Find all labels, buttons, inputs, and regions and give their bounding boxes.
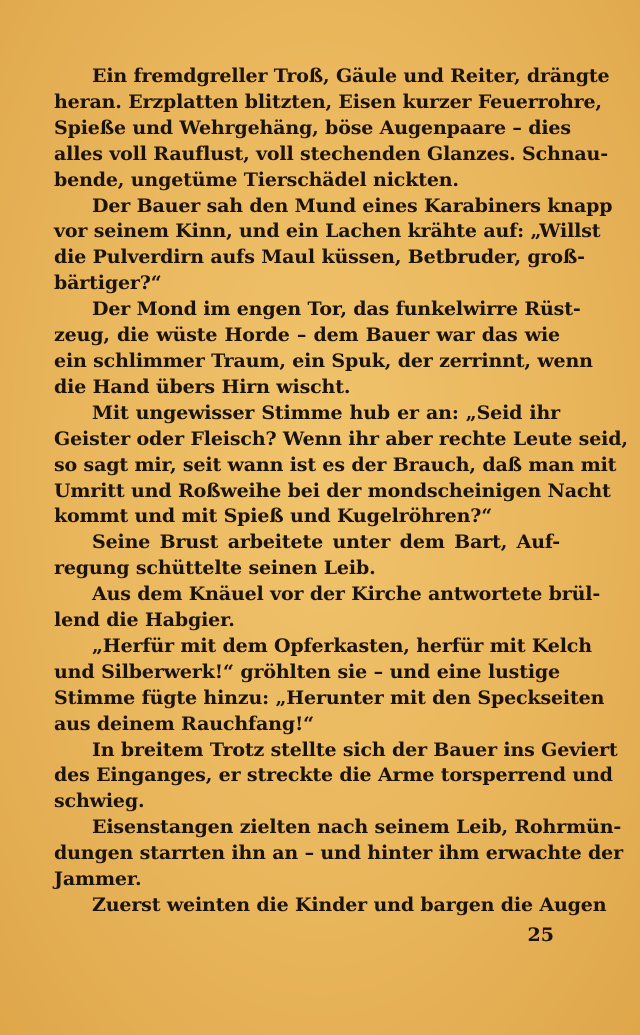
paragraph — [54, 634, 605, 738]
text-line: alles voll Rauflust, voll stechenden Glanzes. Schnau- — [54, 142, 608, 165]
text-line: bende, ungetüme Tierschädel nickten. — [54, 168, 459, 191]
text-line: Spieße und Wehrgehäng, böse Augenpaare – dies — [54, 116, 571, 139]
text-line: und Silberwerk!“ gröhlten sie – und eine lustige — [54, 660, 560, 683]
text-line: Eisenstangen zielten nach seinem Leib, Rohrmün- — [92, 816, 622, 839]
text-line: Zuerst weinten die Kinder und bargen die Augen — [92, 894, 607, 916]
text-line: vor seinem Kinn, und ein Lachen krähte auf: „Willst — [54, 220, 601, 243]
text-line: kommt und mit Spieß und Kugelröhren?“ — [54, 505, 492, 528]
text-line: heran. Erzplatten blitzten, Eisen kurzer Feuerrohre, — [54, 90, 602, 113]
body-text — [54, 64, 628, 919]
text-line: regung schüttelte seinen Leib. — [54, 557, 376, 580]
text-line: Umritt und Roßweihe bei der mondscheinigen Nacht — [54, 479, 611, 502]
text-line: „Herfür mit dem Opferkasten, herfür mit Kelch — [92, 634, 592, 657]
text-line: aus deinem Rauchfang!“ — [54, 712, 314, 735]
text-line: Jammer. — [54, 868, 142, 891]
paragraph — [54, 893, 607, 919]
text-line: des Einganges, er streckte die Arme torsperrend und — [54, 764, 613, 787]
text-line: Stimme fügte hinzu: „Herunter mit den Speckseiten — [54, 686, 605, 709]
text-line: so sagt mir, seit wann ist es der Brauch, daß man mit — [54, 453, 617, 476]
text-line: schwieg. — [54, 790, 145, 813]
paragraph — [54, 401, 628, 531]
text-line: Geister oder Fleisch? Wenn ihr aber rechte Leute seid, — [54, 427, 628, 450]
text-line: dungen starrten ihn an – und hinter ihm erwachte der — [54, 842, 623, 865]
paragraph — [54, 582, 601, 634]
text-line: Der Bauer sah den Mund eines Karabiners knapp — [92, 194, 613, 217]
text-line: die Hand übers Hirn wischt. — [54, 375, 351, 398]
text-line: Der Mond im engen Tor, das funkelwirre Rüst- — [92, 298, 581, 321]
text-line: Mit ungewisser Stimme hub er an: „Seid ihr — [92, 401, 560, 424]
paragraph — [54, 194, 613, 298]
text-line: bärtiger?“ — [54, 272, 162, 295]
paragraph — [54, 815, 623, 893]
text-line: In breitem Trotz stellte sich der Bauer ins Geviert — [92, 738, 618, 761]
text-line: Seine Brust arbeitete unter dem Bart, Auf- — [92, 531, 560, 554]
paragraph — [54, 738, 618, 816]
page-number: 25 — [527, 924, 554, 946]
text-line: Aus dem Knäuel vor der Kirche antwortete brül- — [92, 583, 601, 606]
text-line: zeug, die wüste Horde – dem Bauer war das wie — [54, 324, 560, 347]
paragraph — [54, 64, 610, 194]
text-line: Ein fremdgreller Troß, Gäule und Reiter, drängte — [92, 65, 610, 87]
text-line: die Pulverdirn aufs Maul küssen, Betbruder, groß- — [54, 246, 585, 269]
text-line: lend die Habgier. — [54, 609, 235, 632]
paragraph — [54, 530, 560, 582]
paragraph — [54, 297, 593, 401]
text-line: ein schlimmer Traum, ein Spuk, der zerrinnt, wenn — [54, 349, 593, 372]
